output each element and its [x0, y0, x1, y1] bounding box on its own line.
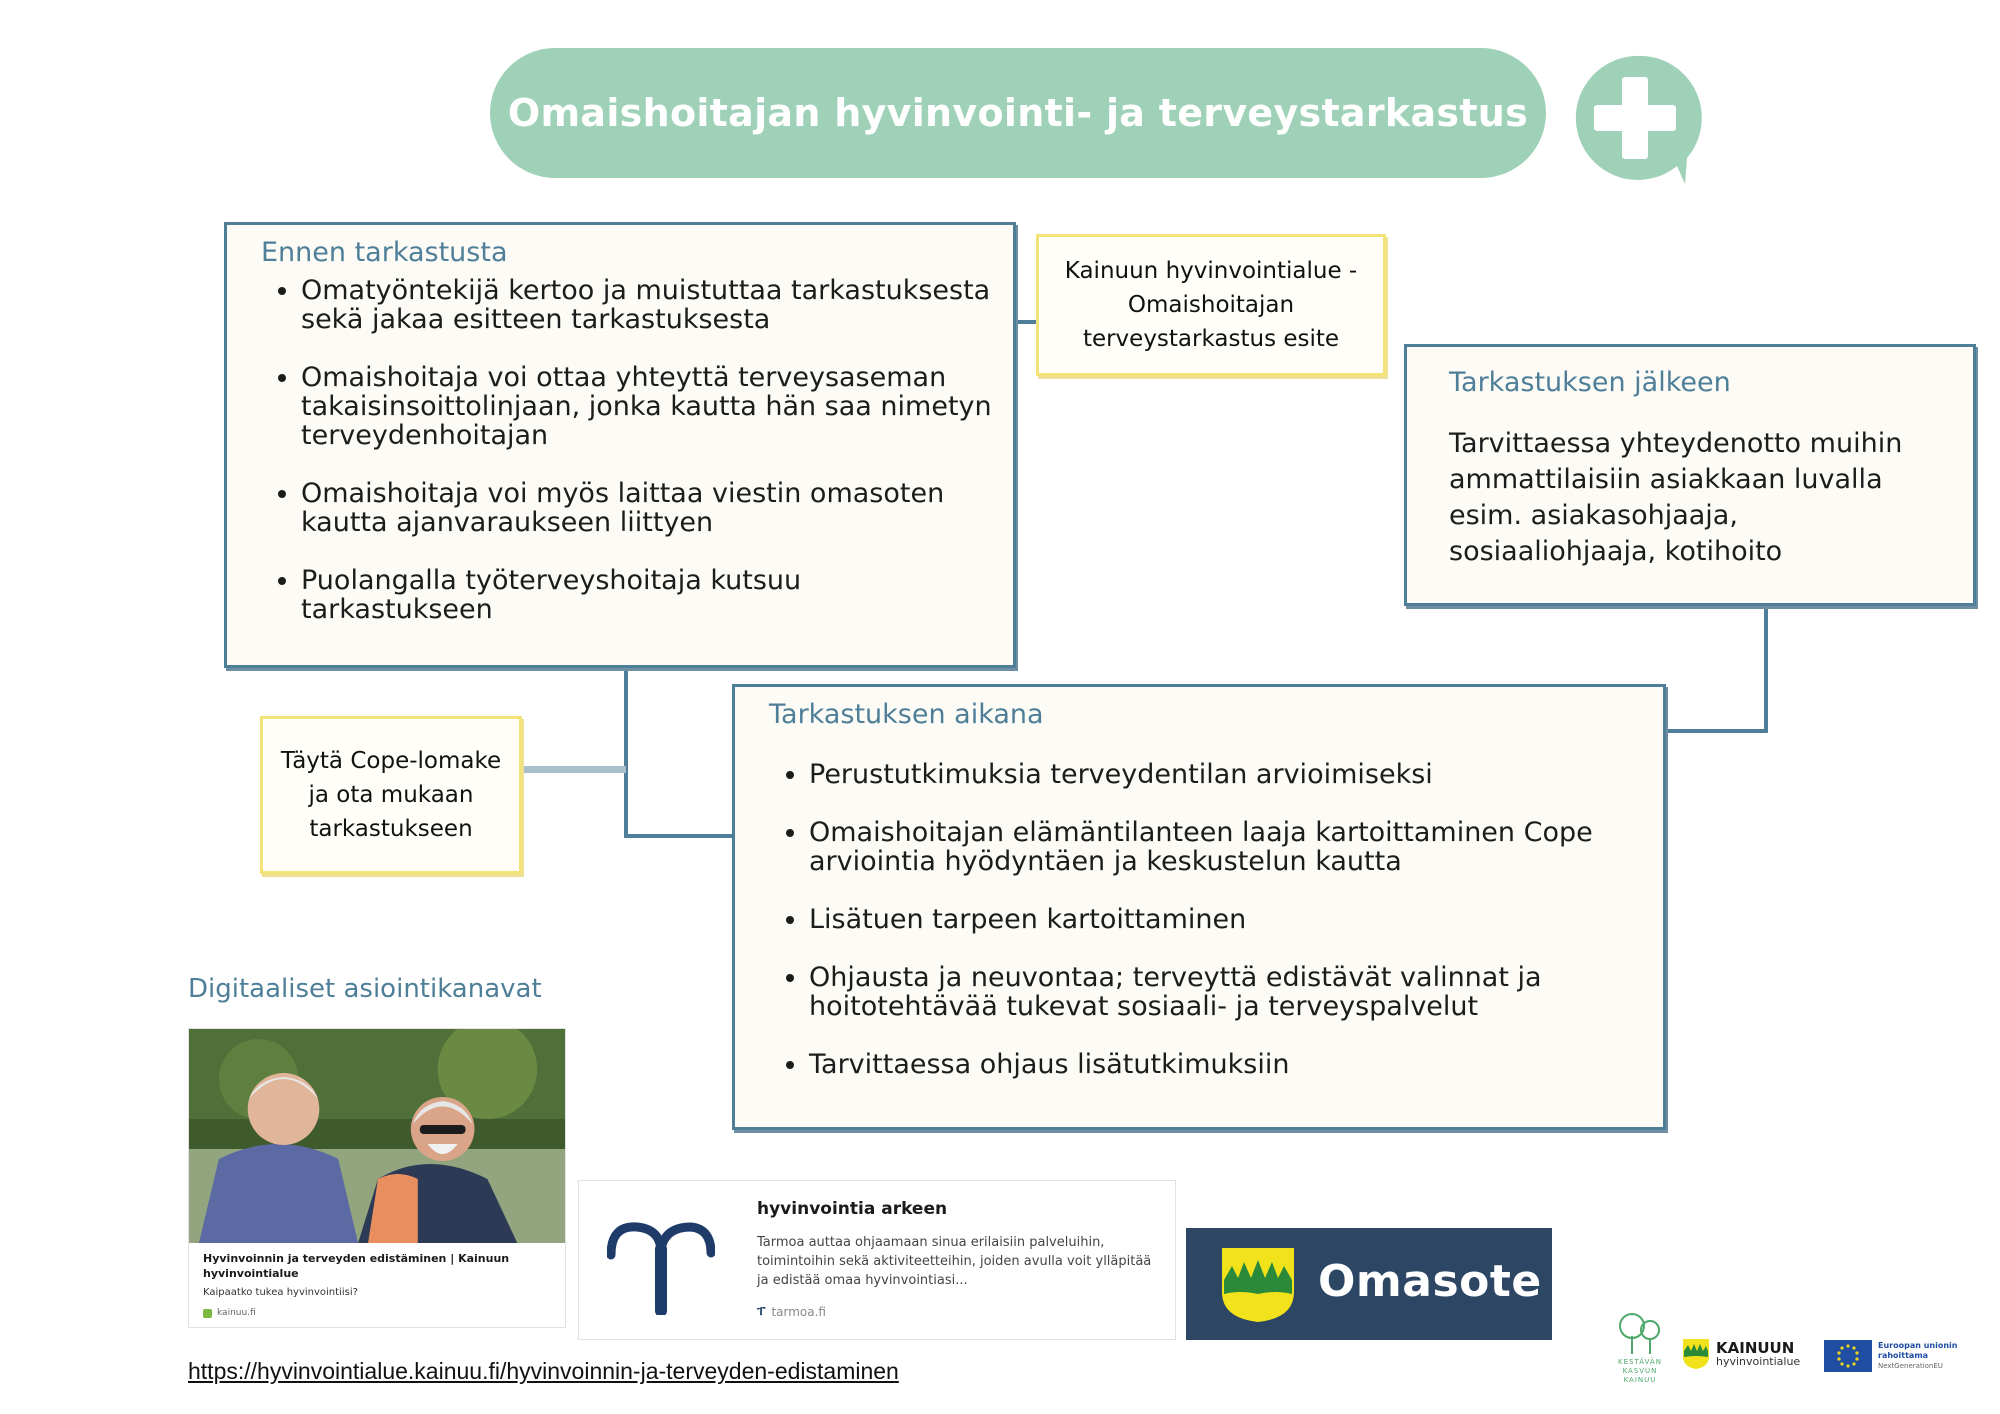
during-checkup-box: [732, 684, 1666, 1130]
list-item: • Tarvittaessa ohjaus lisätutkimuksiin: [809, 1050, 1643, 1079]
brochure-note-text: Kainuun hyvinvointialue - Omaishoitajan terveystarkastus esite: [1064, 258, 1358, 352]
kestava-line: KESTÄVÄN: [1618, 1358, 1662, 1366]
kainuu-card-subtitle: Kaipaatko tukea hyvinvointiisi?: [203, 1287, 358, 1298]
kainuu-crest-icon: [1220, 1246, 1296, 1324]
list-item: • Ohjausta ja neuvontaa; terveyttä edistävät valinnat ja hoitotehtävää tukevat sosiaali- ja terveyspalvelut: [809, 963, 1643, 1021]
eu-funding-logo: [1824, 1338, 1974, 1374]
connector-line: [1764, 606, 1768, 732]
kestavan-kasvun-logo: [1610, 1312, 1670, 1386]
tarmoa-card-domain: [757, 1304, 1157, 1319]
list-item: • Omaishoitaja voi ottaa yhteyttä terveysaseman takaisinsoittolinjaan, jonka kautta hän saa nimetyn terveydenhoitajan: [301, 363, 993, 450]
eu-flag-icon: [1824, 1340, 1872, 1372]
connector-line: [624, 668, 628, 838]
seniors-photo: [189, 1029, 565, 1243]
kainuun-hyvinvointialue-logo: [1682, 1336, 1822, 1372]
kainuu-card-title: Hyvinvoinnin ja terveyden edistäminen | Kainuun hyvinvointialue: [203, 1252, 510, 1280]
connector-line: [1666, 729, 1768, 733]
list-item: • Omaishoitaja voi myös laittaa viestin omasoten kautta ajanvaraukseen liittyen: [301, 479, 993, 537]
page-title: Omaishoitajan hyvinvointi- ja terveystarkastus: [507, 91, 1529, 135]
list-item: • Puolangalla työterveyshoitaja kutsuu tarkastukseen: [301, 566, 993, 624]
kestava-line: KAINUU: [1623, 1376, 1657, 1384]
title-banner: [490, 48, 1546, 178]
cope-note-text: Täytä Cope-lomake ja ota mukaan tarkastukseen: [280, 748, 502, 842]
connector-line: [1016, 320, 1038, 324]
eu-logo-line1: Euroopan unionin: [1878, 1341, 1958, 1350]
tarmoa-card-title: hyvinvointia arkeen: [757, 1199, 948, 1219]
eu-logo-line3: NextGenerationEU: [1878, 1362, 1943, 1370]
before-list: [261, 276, 993, 624]
trees-icon: [1610, 1312, 1670, 1354]
before-heading: Ennen tarkastusta: [261, 237, 508, 268]
digital-channels-heading: Digitaaliset asiointikanavat: [188, 974, 542, 1004]
during-heading: Tarkastuksen aikana: [769, 699, 1044, 730]
kainuu-logo-name: KAINUUN: [1716, 1339, 1795, 1357]
cope-form-note: [260, 716, 522, 874]
list-item: • Perustutkimuksia terveydentilan arvioimiseksi: [809, 760, 1643, 789]
list-item: • Omaishoitajan elämäntilanteen laaja kartoittaminen Cope arviointia hyödyntäen ja keskustelun kautta: [809, 818, 1643, 876]
kainuu-domain-text: kainuu.fi: [217, 1308, 256, 1318]
eu-logo-line2: rahoittama: [1878, 1351, 1929, 1360]
tarmoa-logo-icon: [607, 1219, 715, 1315]
after-heading: Tarkastuksen jälkeen: [1449, 367, 1731, 398]
tarmoa-favicon-icon: ፐ: [757, 1304, 766, 1318]
kestava-line: KASVUN: [1622, 1367, 1658, 1375]
tarmoa-card-description: Tarmoa auttaa ohjaamaan sinua erilaisiin palveluihin, toimintoihin sekä aktiviteetteihin, joiden avulla voit ylläpitää ja edistää omaa hyvinvointiasi...: [757, 1235, 1152, 1288]
during-list: [769, 760, 1643, 1079]
kainuu-logo-sub: hyvinvointialue: [1716, 1355, 1801, 1368]
connector-line: [522, 766, 626, 773]
list-item: • Lisätuen tarpeen kartoittaminen: [809, 905, 1643, 934]
brochure-note: [1036, 234, 1386, 376]
omasote-link-card[interactable]: [1186, 1228, 1552, 1340]
kainuu-card-domain: [189, 1298, 565, 1318]
kainuu-favicon-icon: [203, 1309, 212, 1318]
health-plus-icon: [1565, 50, 1705, 190]
after-checkup-box: [1404, 344, 1976, 606]
tarmoa-link-card[interactable]: [578, 1180, 1176, 1340]
omasote-label: Omasote: [1318, 1256, 1542, 1307]
before-checkup-box: [224, 222, 1016, 668]
connector-line: [624, 834, 734, 838]
kainuu-url-link[interactable]: https://hyvinvointialue.kainuu.fi/hyvinvoinnin-ja-terveyden-edistaminen: [188, 1358, 899, 1384]
tarmoa-domain-text: tarmoa.fi: [771, 1304, 826, 1319]
kainuu-link-card[interactable]: [188, 1028, 566, 1328]
after-text: Tarvittaessa yhteydenotto muihin ammattilaisiin asiakkaan luvalla esim. asiakasohjaaja, sosiaaliohjaaja, kotihoito: [1449, 428, 1903, 567]
list-item: • Omatyöntekijä kertoo ja muistuttaa tarkastuksesta sekä jakaa esitteen tarkastuksesta: [301, 276, 993, 334]
kainuu-crest-small-icon: [1682, 1338, 1710, 1370]
